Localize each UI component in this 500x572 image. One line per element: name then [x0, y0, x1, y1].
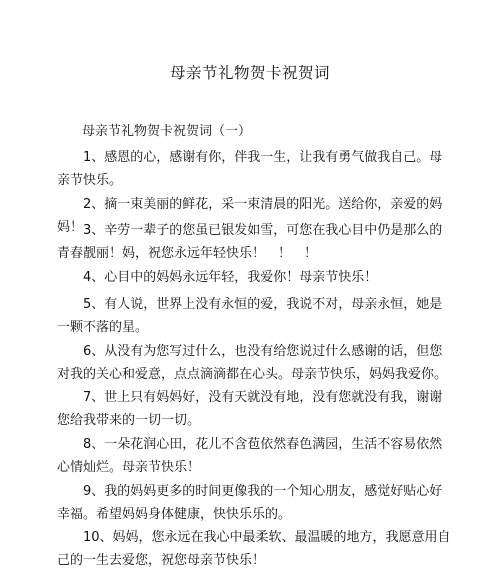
wish-paragraph-1: 1、感恩的心，感谢有你，伴我一生，让我有勇气做我自己。母亲节快乐。: [57, 150, 443, 188]
wish-paragraph-10: 10、妈妈，您永远在我心中最柔软、最温暖的地方，我愿意用自己的一生去爱您，祝您母亲节快乐！: [57, 530, 451, 568]
wish-paragraph-7: 7、世上只有妈妈好，没有天就没有地，没有您就没有我，谢谢您给我带来的一切一切。: [57, 390, 443, 428]
wish-paragraph-8: 8、一朵花润心田，花儿不含苞依然春色满园，生活不容易依然心情灿烂。母亲节快乐！: [57, 437, 443, 475]
section-heading: 母亲节礼物贺卡祝贺词（一）: [82, 124, 252, 139]
wish-paragraph-4: 4、心目中的妈妈永远年轻，我爱你！母亲节快乐！: [83, 270, 378, 285]
wish-paragraph-3: 3、辛劳一辈子的您虽已银发如雪，可您在我心目中仍是那么的青春靓丽！妈，祝您永远年轻快乐！ ！ ！: [57, 223, 443, 261]
wish-paragraph-2: 2、摘一束美丽的鲜花，采一束清晨的阳光。送给你，亲爱的妈妈！: [57, 197, 443, 235]
wish-paragraph-5: 5、有人说，世界上没有永恒的爱，我说不对，母亲永恒，她是一颗不落的星。: [57, 297, 443, 335]
wish-paragraph-9: 9、我的妈妈更多的时间更像我的一个知心朋友，感觉好贴心好幸福。希望妈妈身体健康，快快乐乐的。: [57, 484, 443, 522]
document-title: 母亲节礼物贺卡祝贺词: [169, 64, 330, 82]
wish-paragraph-6: 6、从没有为您写过什么，也没有给您说过什么感谢的话，但您对我的关心和爱意，点点滴滴都在心头。母亲节快乐，妈妈我爱你。: [57, 344, 448, 382]
